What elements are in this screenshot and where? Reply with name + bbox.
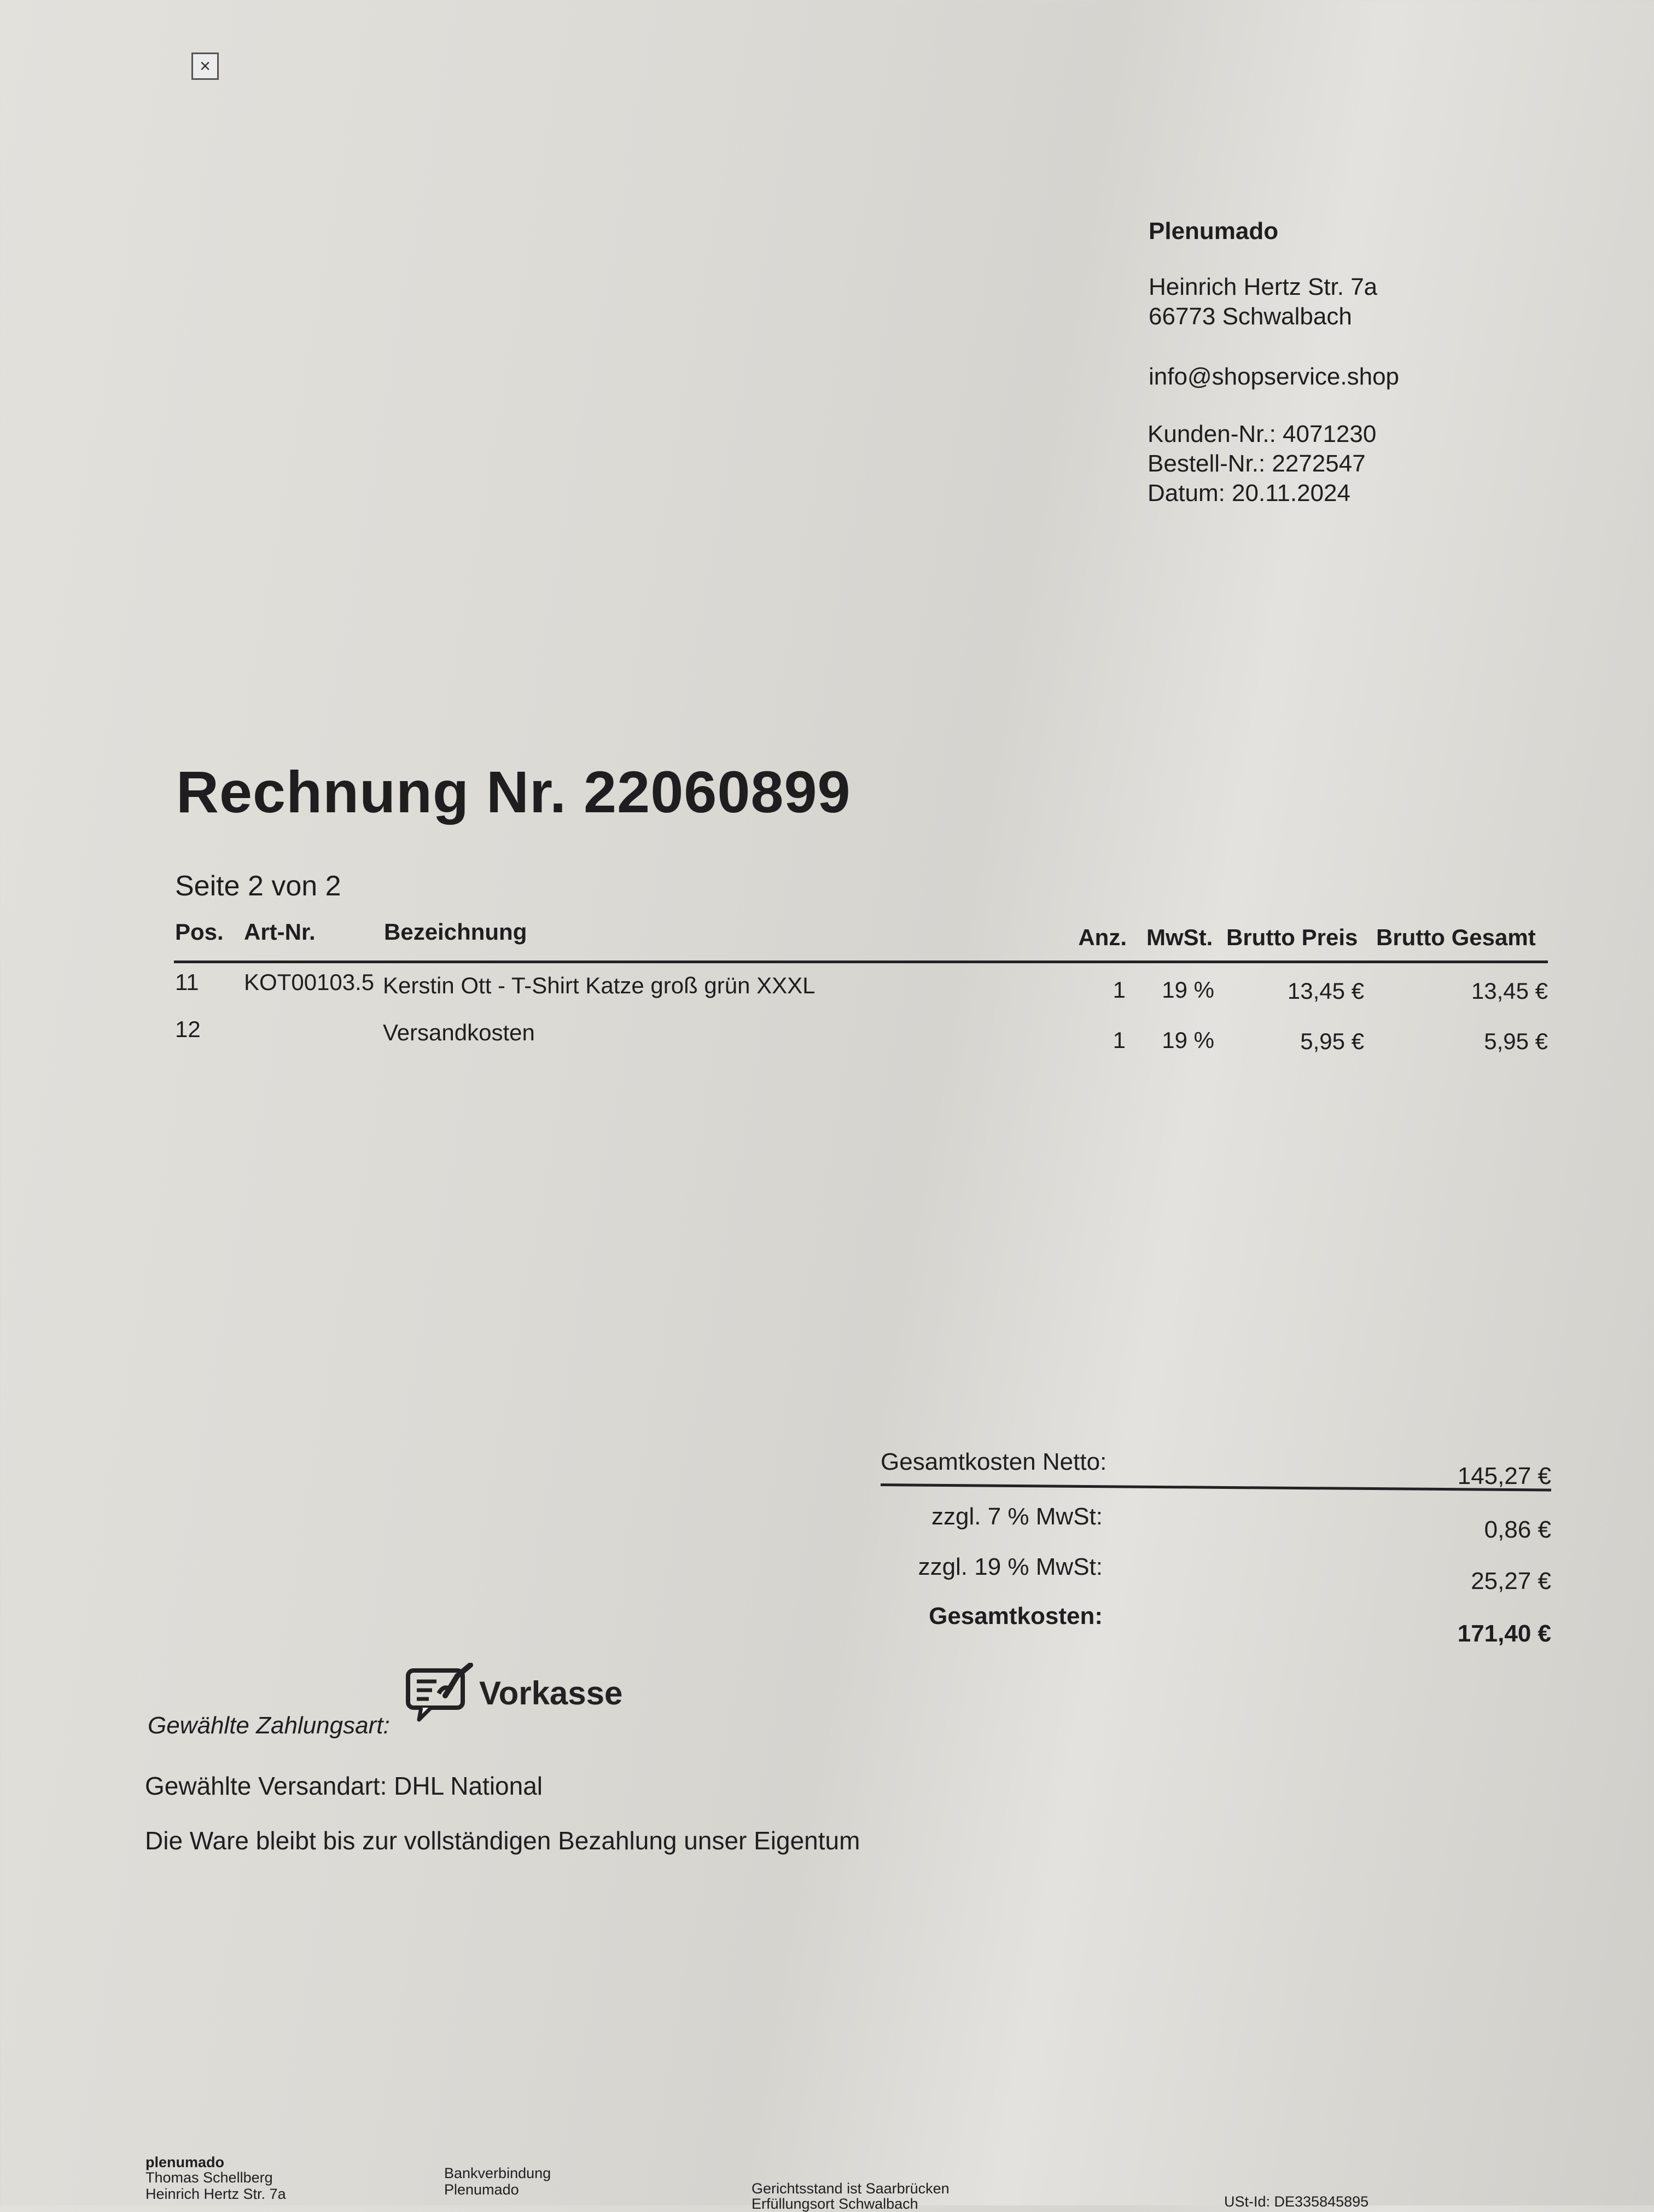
payment-method-text: Vorkasse	[479, 1674, 623, 1712]
footer-bank-name: Plenumado	[444, 2181, 519, 2198]
sender-name: Plenumado	[1149, 218, 1279, 245]
invoice-title: Rechnung Nr. 22060899	[176, 759, 851, 825]
net-total-value: 145,27 €	[1457, 1463, 1551, 1489]
row-description: Kerstin Ott - T-Shirt Katze groß grün XXXL	[383, 973, 816, 998]
vat19-value: 25,27 €	[1471, 1568, 1551, 1594]
header-vat: MwSt.	[1146, 924, 1213, 950]
payment-method-logo	[405, 1663, 622, 1723]
row-quantity: 1	[1113, 1027, 1126, 1053]
vat7-label: zzgl. 7 % MwSt:	[931, 1503, 1103, 1530]
sender-email: info@shopservice.shop	[1149, 363, 1400, 390]
header-description: Bezeichnung	[384, 919, 527, 945]
row-vat: 19 %	[1162, 977, 1214, 1003]
row-pos: 12	[175, 1016, 201, 1042]
row-gross-price: 5,95 €	[1300, 1028, 1364, 1054]
ownership-note: Die Ware bleibt bis zur vollständigen Bezahlung unser Eigentum	[145, 1826, 860, 1855]
vat7-value: 0,86 €	[1484, 1516, 1551, 1543]
row-quantity: 1	[1113, 977, 1126, 1003]
header-quantity: Anz.	[1078, 924, 1127, 950]
sender-street: Heinrich Hertz Str. 7a	[1149, 273, 1378, 300]
header-art-nr: Art-Nr.	[244, 919, 316, 945]
broken-image-icon: ×	[191, 53, 219, 80]
header-gross-price: Brutto Preis	[1226, 924, 1358, 950]
footer-place: Erfüllungsort Schwalbach	[752, 2196, 918, 2212]
row-gross-total: 13,45 €	[1471, 978, 1548, 1004]
sender-city: 66773 Schwalbach	[1149, 303, 1352, 330]
footer-person: Thomas Schellberg	[145, 2169, 273, 2186]
row-art-nr: KOT00103.5	[244, 969, 375, 995]
footer-vat-id: USt-Id: DE335845895	[1224, 2193, 1369, 2210]
header-pos: Pos.	[175, 919, 224, 945]
row-gross-price: 13,45 €	[1287, 978, 1364, 1004]
page-info: Seite 2 von 2	[175, 870, 341, 902]
row-gross-total: 5,95 €	[1484, 1028, 1548, 1054]
row-vat: 19 %	[1162, 1027, 1214, 1053]
footer-bank-label: Bankverbindung	[444, 2165, 551, 2181]
footer-street: Heinrich Hertz Str. 7a	[145, 2186, 286, 2202]
footer-company: plenumado	[145, 2154, 225, 2170]
invoice-date: Datum: 20.11.2024	[1148, 480, 1350, 507]
grand-total-label: Gesamtkosten:	[929, 1603, 1103, 1629]
table-header-rule	[174, 961, 1548, 963]
invoice-check-icon	[405, 1663, 476, 1723]
row-pos: 11	[175, 969, 199, 995]
shipping-method: Gewählte Versandart: DHL National	[145, 1772, 543, 1800]
footer-court: Gerichtsstand ist Saarbrücken	[752, 2180, 950, 2197]
grand-total-value: 171,40 €	[1457, 1620, 1551, 1647]
net-total-label: Gesamtkosten Netto:	[881, 1448, 1107, 1475]
customer-number: Kunden-Nr.: 4071230	[1148, 421, 1377, 447]
row-description: Versandkosten	[383, 1020, 535, 1045]
header-gross-total: Brutto Gesamt	[1376, 924, 1536, 950]
vat19-label: zzgl. 19 % MwSt:	[918, 1553, 1103, 1580]
order-number: Bestell-Nr.: 2272547	[1148, 450, 1366, 477]
payment-method-label: Gewählte Zahlungsart:	[148, 1712, 390, 1739]
